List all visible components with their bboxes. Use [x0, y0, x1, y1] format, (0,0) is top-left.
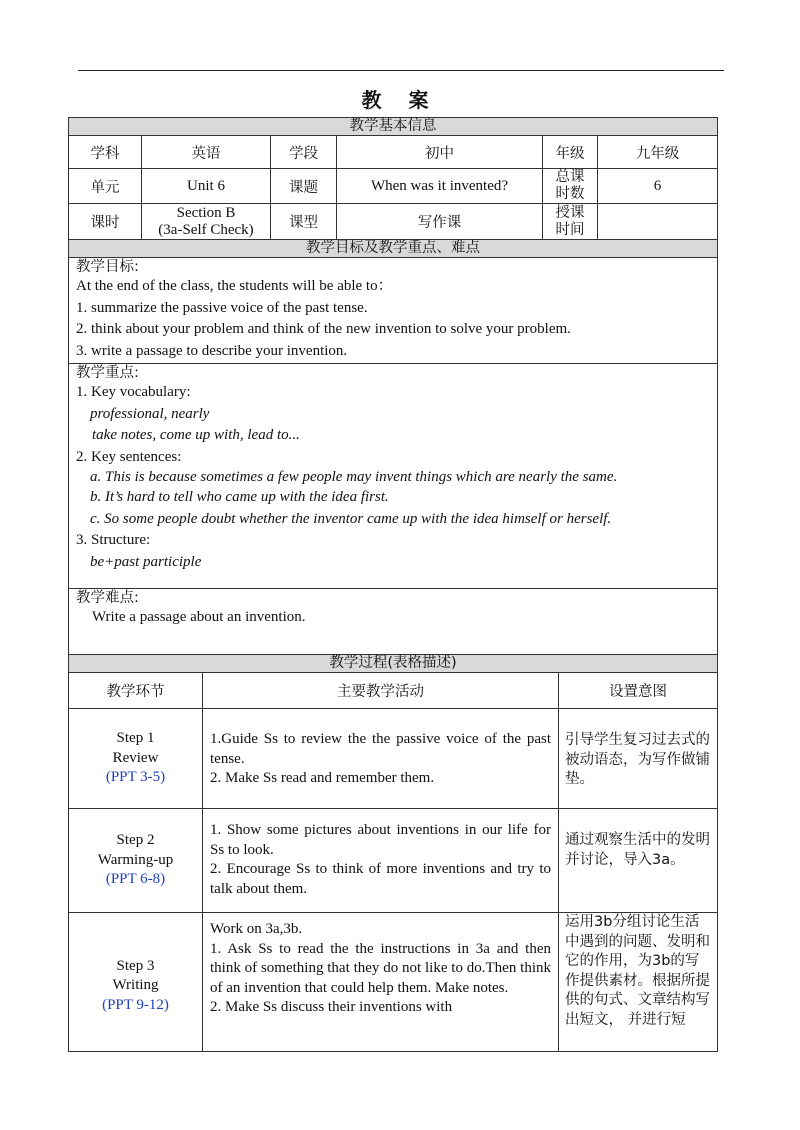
sentences-label: 2. Key sentences:	[76, 448, 182, 465]
lesson-type-value: 写作课	[337, 204, 543, 240]
topic-value: When was it invented?	[337, 169, 543, 204]
basic-info-table	[68, 117, 718, 657]
activity-item: Work on 3a,3b.	[210, 921, 303, 937]
grade-value: 九年级	[598, 136, 718, 169]
process-table	[68, 654, 718, 1052]
period-value: Section B (3a-Self Check)	[142, 204, 271, 240]
total-hours-value: 6	[598, 169, 718, 204]
step-ppt: (PPT 3-5)	[105, 769, 166, 786]
activity-item: 2. Encourage Ss to think of more inventions and try to talk about them.	[210, 861, 551, 897]
activity-item: 1.Guide Ss to review the the passive voice of the past tense.	[210, 731, 551, 767]
purpose-cell: 引导学生复习过去式的被动语态，为写作做铺垫。	[559, 709, 718, 809]
activity-cell	[203, 809, 559, 913]
goals-header: 教学目标及教学重点、难点	[69, 240, 718, 258]
purpose-cell	[559, 913, 718, 1052]
basic-info-header: 教学基本信息	[69, 118, 718, 136]
objective-item: 3. write a passage to describe your invention.	[76, 342, 348, 359]
table-row	[69, 809, 718, 913]
objective-item: 1. summarize the passive voice of the past tense.	[76, 299, 368, 316]
purpose-cell: 通过观察生活中的发明并讨论，导入3a。	[559, 809, 718, 913]
key-points-label: 教学重点:	[76, 365, 139, 381]
activity-item: 2. Make Ss read and remember them.	[210, 770, 435, 786]
activity-item: 1. Ask Ss to read the the instructions in 3a and then think of something that they do not like to do.Then think of an invention that could help them. Make notes.	[210, 940, 551, 996]
difficulty-label: 教学难点:	[76, 590, 139, 606]
grade-label: 年级	[543, 136, 598, 169]
structure-value: be+past participle	[90, 553, 202, 570]
purpose-text: 运用3b分组讨论生活中遇到的问题、发明和它的作用，为3b的写作提供素材。根据所提供的句式、文章结构写出短文， 并进行短	[565, 914, 710, 1028]
topic-label: 课题	[271, 169, 337, 204]
step-name: Step 2	[116, 832, 155, 849]
table-row	[69, 913, 718, 1052]
activity-cell	[203, 709, 559, 809]
step-ppt: (PPT 6-8)	[105, 871, 166, 888]
step-name: Step 1	[116, 730, 155, 747]
header-rule	[78, 70, 724, 71]
vocab-line: professional, nearly	[90, 405, 210, 422]
key-sentence: b. It’s hard to tell who came up with the idea first.	[90, 489, 389, 505]
key-points-section	[69, 364, 718, 589]
subject-value: 英语	[142, 136, 271, 169]
table-row	[69, 709, 718, 809]
period-label: 课时	[69, 204, 142, 240]
subject-label: 学科	[69, 136, 142, 169]
activity-cell	[203, 913, 559, 1052]
col-header-purpose: 设置意图	[559, 673, 718, 709]
unit-label: 单元	[69, 169, 142, 204]
step-cell	[69, 809, 203, 913]
lesson-type-label: 课型	[271, 204, 337, 240]
vocab-line: take notes, come up with, lead to...	[92, 427, 300, 443]
document-title: 教 案	[361, 88, 439, 112]
step-sub: Warming-up	[97, 851, 174, 868]
difficulty-section	[69, 589, 718, 657]
step-ppt: (PPT 9-12)	[102, 996, 169, 1013]
step-cell	[69, 913, 203, 1052]
vocab-label: 1. Key vocabulary:	[76, 384, 191, 400]
activity-item: 2. Make Ss discuss their inventions with	[210, 999, 453, 1015]
step-name: Step 3	[116, 957, 155, 974]
step-cell	[69, 709, 203, 809]
total-hours-label: 总课 时数	[543, 169, 598, 204]
difficulty-text: Write a passage about an invention.	[92, 609, 306, 625]
teach-time-value	[598, 204, 718, 240]
step-sub: Review	[112, 749, 159, 766]
process-header: 教学过程(表格描述)	[69, 655, 718, 673]
activity-item: 1. Show some pictures about inventions in our life for Ss to look.	[210, 822, 551, 858]
unit-value: Unit 6	[142, 169, 271, 204]
key-sentence: a. This is because sometimes a few people may invent things which are nearly the same.	[90, 469, 618, 485]
objectives-section	[69, 258, 718, 364]
stage-label: 学段	[271, 136, 337, 169]
objectives-intro: At the end of the class, the students will be able to：	[76, 278, 393, 294]
key-sentence: c. So some people doubt whether the inventor came up with the idea himself or herself.	[90, 510, 612, 527]
col-header-activity: 主要教学活动	[203, 673, 559, 709]
step-sub: Writing	[112, 977, 159, 994]
teach-time-label: 授课 时间	[543, 204, 598, 240]
structure-label: 3. Structure:	[76, 532, 151, 548]
objectives-label: 教学目标:	[76, 259, 139, 275]
col-header-step: 教学环节	[69, 673, 203, 709]
objective-item: 2. think about your problem and think of the new invention to solve your problem.	[76, 321, 571, 337]
stage-value: 初中	[337, 136, 543, 169]
